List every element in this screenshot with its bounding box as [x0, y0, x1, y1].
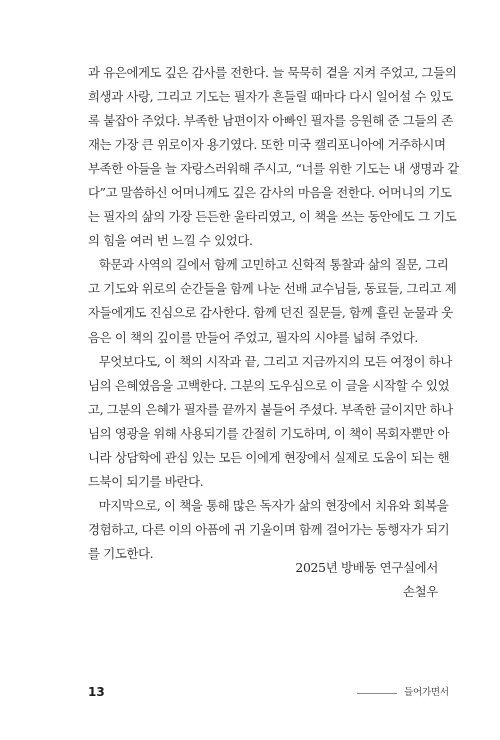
body-line: 는 필자의 삶의 가장 든든한 울타리였고, 이 책을 쓰는 동안에도 그 기도	[88, 209, 457, 225]
body-text	[88, 61, 459, 566]
body-line: 무엇보다도, 이 책의 시작과 끝, 그리고 지금까지의 모든 여정이 하나	[88, 353, 452, 369]
body-line: 록 붙잡아 주었다. 부족한 남편이자 아빠인 필자를 응원해 준 그들의 존	[88, 113, 453, 129]
running-section-title: 들어가면서	[404, 687, 449, 698]
body-line: 다”고 말씀하신 어머니께도 깊은 감사의 마음을 전한다. 어머니의 기도	[88, 185, 452, 201]
body-line: 희생과 사랑, 그리고 기도는 필자가 흔들릴 때마다 다시 일어설 수 있도	[88, 89, 453, 105]
body-line: 음은 이 책의 깊이를 만들어 주었고, 필자의 시야를 넓혀 주었다.	[88, 329, 418, 345]
page-number: 13	[88, 685, 105, 699]
body-line: 자들에게도 진심으로 감사한다. 함께 던진 질문들, 함께 흘린 눈물과 웃	[88, 305, 453, 321]
body-line: 학문과 사역의 길에서 함께 고민하고 신학적 통찰과 삶의 질문, 그리	[88, 257, 449, 273]
signature-date-place: 2025년 방배동 연구실에서	[295, 560, 438, 575]
body-line: 경험하고, 다른 이의 아픔에 귀 기울이며 함께 걸어가는 동행자가 되기	[88, 521, 450, 537]
body-line: 마지막으로, 이 책을 통해 많은 독자가 삶의 현장에서 치유와 회복을	[88, 497, 449, 513]
body-line: 니라 상담학에 관심 있는 모든 이에게 현장에서 실제로 도움이 되는 핸	[88, 449, 450, 465]
body-line: 재는 가장 큰 위로이자 용기였다. 또한 미국 캘리포니아에 거주하시며	[88, 137, 446, 153]
body-line: 를 기도한다.	[88, 545, 154, 561]
body-line: 부족한 아들을 늘 자랑스러워해 주시고, “너를 위한 기도는 내 생명과 같	[88, 161, 459, 177]
body-line: 님의 은혜였음을 고백한다. 그분의 도우심으로 이 글을 시작할 수 있었	[88, 377, 450, 393]
body-line: 고, 그분의 은혜가 필자를 끝까지 붙들어 주셨다. 부족한 글이지만 하나	[88, 401, 453, 417]
body-line: 드북이 되기를 바란다.	[88, 473, 204, 489]
body-line: 의 힘을 여러 번 느낄 수 있었다.	[88, 233, 253, 249]
body-line: 님의 영광을 위해 사용되기를 간절히 기도하며, 이 책이 목회자뿐만 아	[88, 425, 450, 441]
footer-rule	[357, 693, 397, 694]
signature-author-name: 손철우	[402, 584, 438, 599]
body-line: 고 기도와 위로의 순간들을 함께 나눈 선배 교수님들, 동료들, 그리고 제	[88, 281, 457, 297]
body-line: 과 유은에게도 깊은 감사를 전한다. 늘 묵묵히 곁을 지켜 주었고, 그들의	[88, 65, 457, 80]
